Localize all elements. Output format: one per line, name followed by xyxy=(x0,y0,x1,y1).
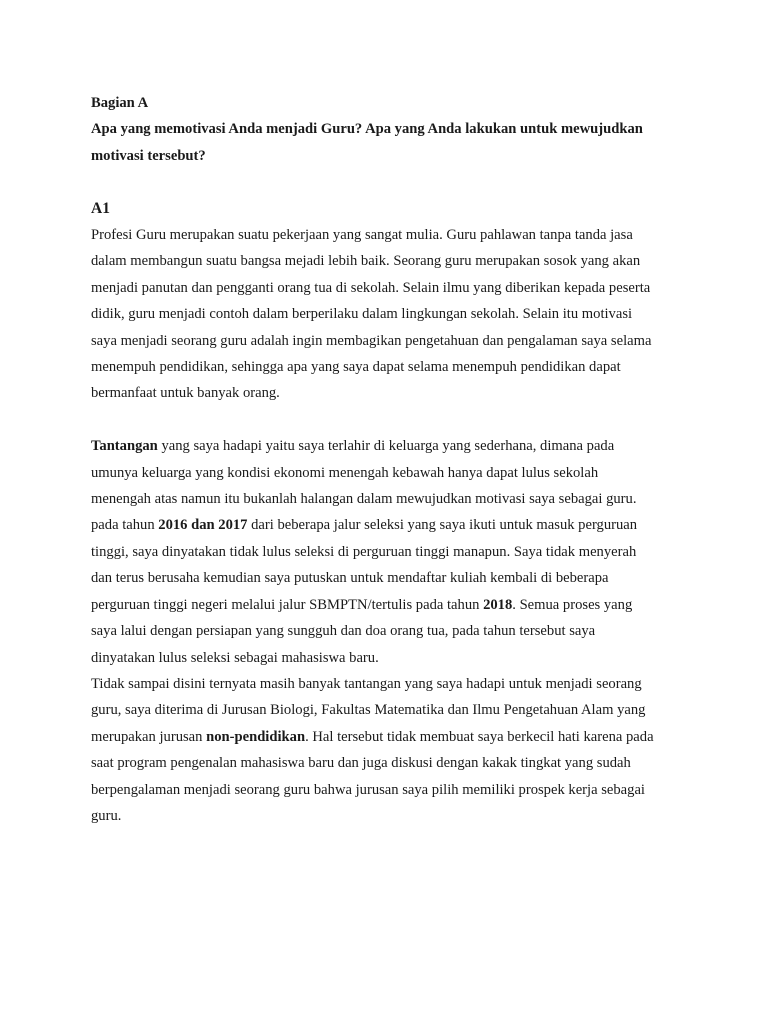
text-line: Profesi Guru merupakan suatu pekerjaan yang sangat mulia. Guru pahlawan tanpa tanda jasa xyxy=(91,227,633,244)
question-line-1: Apa yang memotivasi Anda menjadi Guru? Apa yang Anda lakukan untuk mewujudkan xyxy=(91,121,643,138)
text-line: saya lalui dengan persiapan yang sungguh dan doa orang tua, pada tahun tersebut saya xyxy=(91,623,596,640)
answer-label: A1 xyxy=(91,199,110,217)
text-line: menengah atas namun itu bukanlah halangan dalam mewujudkan motivasi saya sebagai guru. xyxy=(91,491,637,508)
text-run: merupakan jurusan xyxy=(91,728,207,745)
text-line: dan terus berusaha kemudian saya putuskan untuk mendaftar kuliah kembali di beberapa xyxy=(91,570,609,587)
text-line: dalam membangun suatu bangsa mejadi lebih baik. Seorang guru merupakan sosok yang akan xyxy=(91,253,641,270)
text-run: . Semua proses yang xyxy=(512,596,633,613)
spacer xyxy=(91,407,681,433)
paragraph-motivation xyxy=(91,222,681,407)
text-line: Tidak sampai disini ternyata masih banyak tantangan yang saya hadapi untuk menjadi seorang xyxy=(91,675,642,692)
text-line xyxy=(91,433,681,459)
bold-text: non-pendidikan xyxy=(206,728,306,745)
text-line: bermanfaat untuk banyak orang. xyxy=(91,385,280,402)
bold-text: Tantangan xyxy=(91,438,158,455)
text-line: dinyatakan lulus seleksi sebagai mahasiswa baru. xyxy=(91,649,379,666)
text-line: umunya keluarga yang kondisi ekonomi menengah kebawah hanya dapat lulus sekolah xyxy=(91,464,599,481)
text-run: yang saya hadapi yaitu saya terlahir di keluarga yang sederhana, dimana pada xyxy=(157,438,615,455)
text-run: perguruan tinggi negeri melalui jalur SBMPTN/tertulis pada tahun xyxy=(91,596,484,613)
text-line: menempuh pendidikan, sehingga apa yang saya dapat selama menempuh pendidikan dapat xyxy=(91,359,621,376)
text-line: saya menjadi seorang guru adalah ingin membagikan pengetahuan dan pengalaman saya selama xyxy=(91,332,652,349)
bold-text: 2016 dan 2017 xyxy=(158,517,248,534)
question-line-2: motivasi tersebut? xyxy=(91,147,206,164)
paragraph-major xyxy=(91,671,681,829)
text-line xyxy=(91,592,681,618)
document-content xyxy=(91,90,681,829)
text-line: saat program pengenalan mahasiswa baru dan juga diskusi dengan kakak tingkat yang sudah xyxy=(91,755,631,772)
text-run: dari beberapa jalur seleksi yang saya ikuti untuk masuk perguruan xyxy=(247,517,638,534)
text-line: berpengalaman menjadi seorang guru bahwa jurusan saya pilih memiliki prospek kerja sebagai xyxy=(91,781,645,798)
text-line: guru. xyxy=(91,807,122,824)
paragraph-challenges xyxy=(91,433,681,671)
bold-text: 2018 xyxy=(483,596,513,613)
text-line: didik, guru menjadi contoh dalam berperilaku dalam lingkungan sekolah. Selain itu motivasi xyxy=(91,306,633,323)
text-run: pada tahun xyxy=(91,517,159,534)
text-line xyxy=(91,724,681,750)
text-line: guru, saya diterima di Jurusan Biologi, Fakultas Matematika dan Ilmu Pengetahuan Alam yang xyxy=(91,702,646,719)
spacer xyxy=(91,169,681,195)
text-line: menjadi panutan dan pengganti orang tua di sekolah. Selain ilmu yang diberikan kepada peserta xyxy=(91,279,651,296)
text-run: . Hal tersebut tidak membuat saya berkecil hati karena pada xyxy=(305,728,654,745)
section-title: Bagian A xyxy=(91,95,149,111)
text-line: tinggi, saya dinyatakan tidak lulus seleksi di perguruan tinggi manapun. Saya tidak menyerah xyxy=(91,543,637,560)
text-line xyxy=(91,512,681,538)
